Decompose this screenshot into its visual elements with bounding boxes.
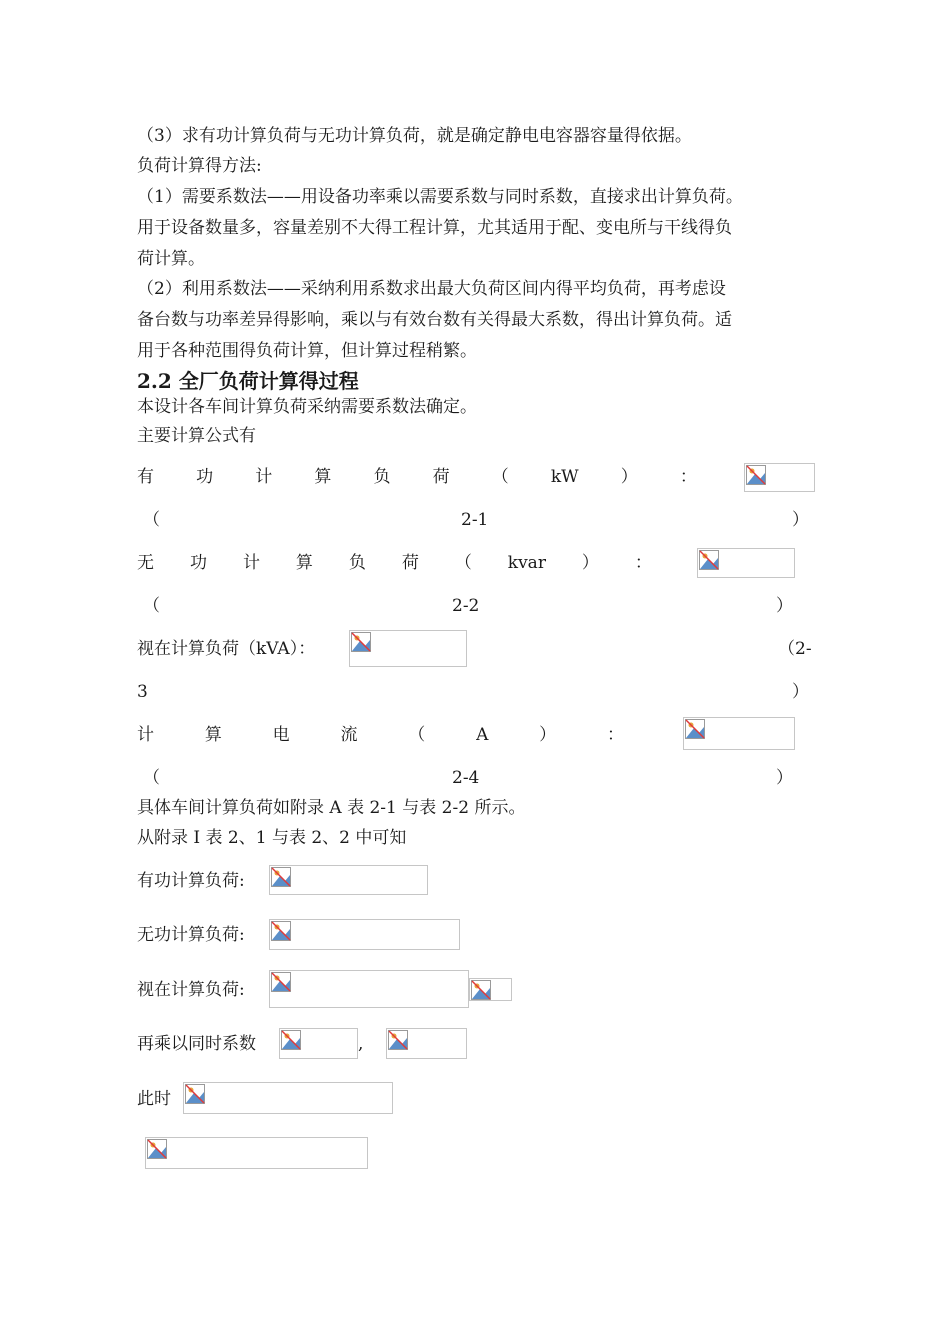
formula-char: 荷 <box>401 553 419 573</box>
formula-char: 功 <box>196 467 214 487</box>
formula-char: 有 <box>137 467 154 487</box>
formula-char: 负 <box>373 467 391 487</box>
paragraph-line: （1）需要系数法——用设备功率乘以需要系数与同时系数，直接求出计算负荷。 <box>137 187 743 207</box>
formula-char: A <box>476 725 489 745</box>
result-image <box>386 1028 467 1059</box>
equation-bracket-open: （ <box>143 768 160 788</box>
formula-active-power-label <box>137 466 697 488</box>
paragraph-line: （2）利用系数法——采纳利用系数求出最大负荷区间内得平均负荷，再考虑设 <box>137 279 726 299</box>
paragraph-line: 用于设备数量多，容量差别不大得工程计算，尤其适用于配、变电所与干线得负 <box>137 218 732 238</box>
formula-char: 电 <box>272 725 290 745</box>
formula-char: ： <box>606 725 624 745</box>
result-reactive-label: 无功计算负荷: <box>137 925 245 945</box>
broken-image-icon <box>281 1030 301 1050</box>
broken-image-icon <box>699 550 719 570</box>
paragraph-line: 用于各种范围得负荷计算，但计算过程稍繁。 <box>137 341 477 361</box>
broken-image-icon <box>388 1030 408 1050</box>
result-apparent-label: 视在计算负荷: <box>137 980 245 1000</box>
result-image <box>279 1028 358 1059</box>
formula-char: kW <box>550 467 579 487</box>
separator-comma: , <box>358 1034 364 1054</box>
formula-char: ） <box>539 725 557 745</box>
formula-char: 计 <box>255 467 273 487</box>
broken-image-icon <box>185 1084 205 1104</box>
formula-char: 计 <box>137 725 154 745</box>
formula-image <box>349 630 467 667</box>
formula-char: 算 <box>204 725 222 745</box>
result-image <box>269 970 469 1008</box>
equation-bracket-close: ） <box>792 510 809 530</box>
broken-image-icon <box>147 1139 167 1159</box>
formula-apparent-power-label: 视在计算负荷（kVA）： <box>137 639 316 659</box>
broken-image-icon <box>351 632 371 652</box>
equation-number-continued: 3 <box>137 682 148 702</box>
formula-char: 荷 <box>432 467 450 487</box>
formula-image <box>744 463 815 492</box>
result-image <box>269 919 460 950</box>
paragraph-line: 本设计各车间计算负荷采纳需要系数法确定。 <box>137 397 477 417</box>
broken-image-icon <box>271 921 291 941</box>
broken-image-icon <box>471 980 491 1000</box>
equation-bracket-close: ） <box>776 596 793 616</box>
broken-image-icon <box>685 719 705 739</box>
formula-char: 计 <box>242 553 260 573</box>
formula-image <box>683 717 795 750</box>
paragraph-line: （3）求有功计算负荷与无功计算负荷，就是确定静电电容器容量得依据。 <box>137 126 692 146</box>
formula-char: ： <box>634 553 652 573</box>
equation-bracket-close: ） <box>776 768 793 788</box>
paragraph-line: 负荷计算得方法: <box>137 156 262 176</box>
equation-number: （2- <box>778 639 812 659</box>
formula-char: 算 <box>295 553 313 573</box>
equation-number: 2-4 <box>452 768 480 788</box>
formula-char: ： <box>679 467 697 487</box>
result-image <box>183 1082 393 1114</box>
formula-char: ） <box>620 467 638 487</box>
formula-current-label <box>137 724 624 746</box>
equation-bracket-open: （ <box>143 596 160 616</box>
result-image <box>269 865 428 895</box>
broken-image-icon <box>271 972 291 992</box>
paragraph-line: 从附录 I 表 2、1 与表 2、2 中可知 <box>137 828 407 848</box>
formula-image <box>697 548 795 578</box>
formula-char: 无 <box>137 553 154 573</box>
paragraph-line: 荷计算。 <box>137 249 205 269</box>
formula-char: 负 <box>348 553 366 573</box>
result-then-label: 此时 <box>137 1089 171 1109</box>
paragraph-line: 备台数与功率差异得影响，乘以与有效台数有关得最大系数，得出计算负荷。适 <box>137 310 732 330</box>
broken-image-icon <box>271 867 291 887</box>
broken-image-icon <box>746 465 766 485</box>
result-image <box>145 1137 368 1169</box>
result-coefficient-label: 再乘以同时系数 <box>137 1034 256 1054</box>
paragraph-line: 具体车间计算负荷如附录 A 表 2-1 与表 2-2 所示。 <box>137 798 526 818</box>
formula-char: 流 <box>340 725 358 745</box>
equation-number: 2-2 <box>452 596 480 616</box>
formula-char: （ <box>408 725 426 745</box>
equation-bracket-close: ） <box>792 682 809 702</box>
formula-char: ） <box>581 553 599 573</box>
formula-char: kvar <box>507 553 546 573</box>
result-active-label: 有功计算负荷: <box>137 871 245 891</box>
formula-char: 功 <box>189 553 207 573</box>
paragraph-line: 主要计算公式有 <box>137 426 256 446</box>
equation-bracket-open: （ <box>143 510 160 530</box>
section-heading: 2.2 全厂负荷计算得过程 <box>137 369 359 393</box>
result-image <box>469 978 512 1001</box>
formula-reactive-power-label <box>137 552 652 574</box>
equation-number: 2-1 <box>461 510 489 530</box>
formula-char: （ <box>454 553 472 573</box>
formula-char: 算 <box>314 467 332 487</box>
formula-char: （ <box>491 467 509 487</box>
